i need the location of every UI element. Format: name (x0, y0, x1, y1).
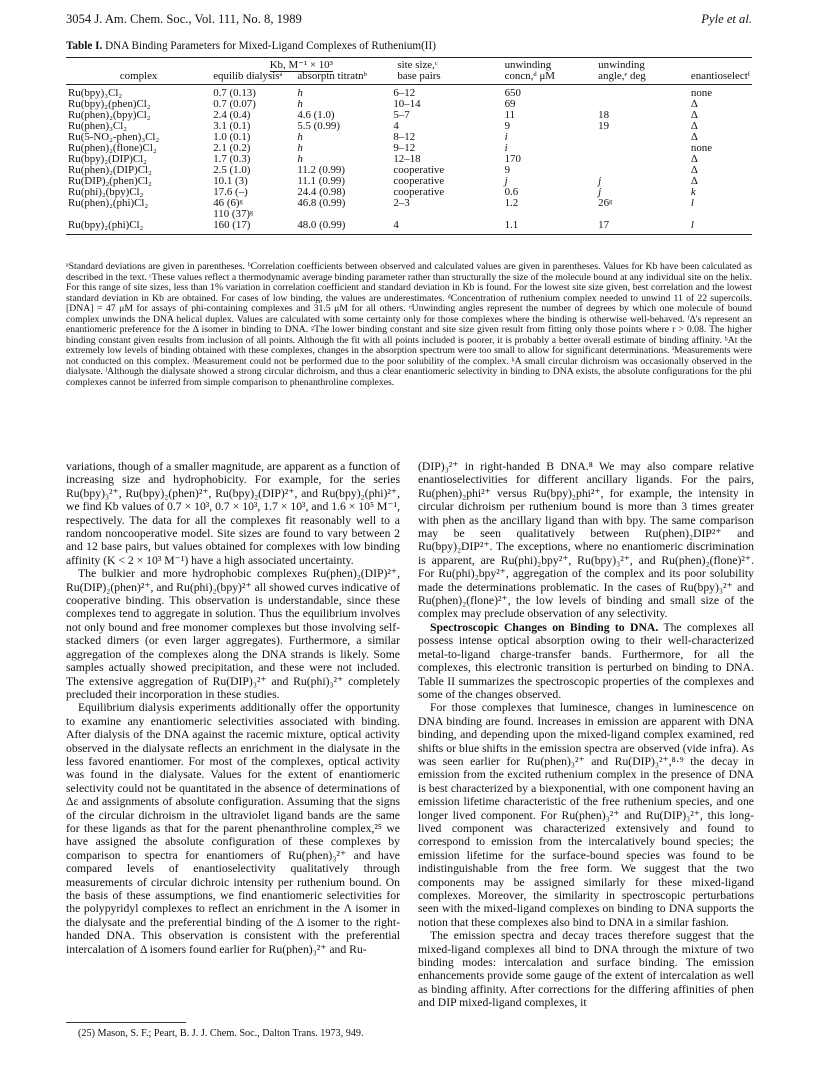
cell-equilib: 17.6 (–) (213, 186, 248, 198)
cell-angle: j (598, 175, 602, 187)
cell-conc: 9 (504, 164, 511, 176)
header-absorptn: absorptn titratnᵇ (295, 71, 391, 85)
cell-equilib: 2.5 (1.0) (213, 164, 251, 176)
cell-absorptn: h (297, 131, 303, 143)
binding-parameters-table (66, 57, 752, 235)
cell-site (391, 209, 484, 220)
table-row (66, 85, 752, 100)
cell-equilib: 0.7 (0.07) (213, 98, 256, 110)
left-paragraph-3: Equilibrium dialysis experiments additionally offer the opportunity to examine any enantiomeric selectivities associated with binding. After dialysis of the DNA against the racemic mixture, optical activity observed in the dialysate reflects an enrichment in the dialysate in the less favored enantiomer. For most of the complexes, optical activity was found in the dialysate. Values for the extent of enantiomeric selectivity could not be quantitated in the absence of determinations of Δε and assignments of absolute configuration. Assuming that the signs of the circular dichroism in the ultraviolet ligand bands are the same for these ligands as that for the parent phenanthroline complex,²⁵ we have assigned the absolute configuration of these complexes by comparison to spectra for enantiomers of Ru(phen)₃²⁺ and have compared levels of enantioselectivity qualitatively through measurements of circular dichroic intensity per ruthenium bound. On the basis of these assumptions, we find enantiomeric selectivities for the polypyridyl complexes to reflect an enrichment in the Λ isomer in the dialysate and the preferential binding of the Δ isomer to the right-handed DNA. This observation is consistent with the preferential intercalation of Δ isomers found earlier for Ru(phen)₃²⁺ and Ru- (66, 701, 400, 956)
cell-equilib: 2.1 (0.2) (213, 142, 251, 154)
cell-absorptn: 4.6 (1.0) (297, 109, 335, 121)
cell-conc: 1.2 (504, 197, 519, 209)
cell-angle (582, 154, 667, 165)
section-heading-spectroscopic: Spectroscopic Changes on Binding to DNA. (430, 620, 659, 634)
right-column (418, 460, 754, 1010)
cell-complex: Ru(phi)₂(bpy)Cl₂ (68, 186, 144, 198)
cell-angle: j (598, 186, 602, 198)
header-unw-conc-top: unwinding (485, 58, 583, 72)
running-header (66, 12, 752, 34)
cell-absorptn: 5.5 (0.99) (297, 120, 340, 132)
cell-equilib: 0.7 (0.13) (213, 87, 256, 99)
cell-complex: Ru(phen)₂(DIP)Cl₂ (68, 164, 152, 176)
cell-enantio (667, 209, 752, 220)
cell-enantio: k (690, 186, 696, 198)
right-paragraph-4: The emission spectra and decay traces therefore suggest that the mixed-ligand complexes all bind to DNA through the mixture of two binding modes: intercalation and surface binding. The emission enhancements provide some gauge of the extent of intercalation as well as binding affinity. After corrections for the differing affinities of phen and DIP mixed-ligand complexes, it (418, 929, 754, 1010)
cell-complex: Ru(DIP)₂(phen)Cl₂ (68, 175, 152, 187)
header-complex: complex (66, 71, 211, 85)
header-unw-conc-bot: concn,ᵈ μM (485, 71, 583, 85)
header-unw-angle-bot: angle,ᵉ deg (582, 71, 667, 85)
cell-equilib: 1.7 (0.3) (213, 153, 251, 165)
cell-absorptn: 11.2 (0.99) (297, 164, 346, 176)
cell-site: 9–12 (393, 142, 416, 154)
cell-enantio: Δ (690, 175, 698, 187)
cell-site: 6–12 (393, 87, 416, 99)
cell-absorptn: 24.4 (0.98) (297, 186, 346, 198)
cell-site: 8–12 (393, 131, 416, 143)
cell-site: 12–18 (393, 153, 421, 165)
cell-enantio: Δ (690, 153, 698, 165)
cell-complex: Ru(bpy)₂(phen)Cl₂ (68, 98, 151, 110)
right-paragraph-2-body: The complexes all possess intense optical absorption owing to their well-characterized metal-to-ligand charge-transfer bands. Furthermore, for all the complexes, this electronic transition is perturbed on binding to DNA. Table II summarizes the spectroscopic properties of the complexes and some of the changes observed. (418, 620, 755, 701)
cell-angle (582, 99, 667, 110)
journal-citation: 3054 J. Am. Chem. Soc., Vol. 111, No. 8, 1989 (66, 12, 302, 26)
cell-enantio: Δ (690, 120, 698, 132)
cell-enantio: none (690, 142, 713, 154)
cell-angle: 17 (582, 220, 667, 235)
cell-conc: 9 (504, 120, 511, 132)
cell-absorptn: h (297, 98, 303, 110)
cell-equilib: 10.1 (3) (213, 175, 248, 187)
cell-conc: i (504, 131, 508, 143)
header-unw-angle-top: unwinding (582, 58, 667, 72)
header-site-top: site size,ᶜ (391, 58, 484, 72)
cell-angle (582, 85, 667, 100)
cell-site: cooperative (393, 164, 445, 176)
reference-25: (25) Mason, S. F.; Peart, B. J. J. Chem. Soc., Dalton Trans. 1973, 949. (78, 1028, 364, 1039)
cell-conc: i (504, 142, 508, 154)
table-row (66, 209, 752, 220)
cell-site: 4 (393, 120, 399, 132)
cell-enantio: Δ (690, 109, 698, 121)
cell-equilib: 1.0 (0.1) (213, 131, 251, 143)
kb-header: Kb, M⁻¹ × 10³ (269, 59, 333, 71)
right-paragraph-1: (DIP)₃²⁺ in right-handed B DNA.⁸ We may also compare relative enantioselectivities for different ancillary ligands. For the pairs, Ru(phen)₂phi²⁺ versus Ru(bpy)₂phi²⁺, for example, the intensity in circular dichroism per ruthenium bound is more than 3 times greater with phen as the ancillary ligand than with bpy. The same comparison may be seen qualitatively between Ru(phen)₂DIP²⁺ and Ru(bpy)₂DIP²⁺. The exceptions, where no enantiomeric discrimination is apparent, are Ru(phi)₂bpy²⁺, Ru(bpy)₃²⁺, and Ru(phen)₂(flone)²⁺. For Ru(phi)₂bpy²⁺, aggregation of the complex and its poor solubility made the determinations problematic. In the cases of Ru(bpy)₃²⁺ and Ru(phen)₂(flone)²⁺, the low levels of binding and small size of the complex may preclude observation of any selectivity. (418, 460, 754, 621)
cell-equilib: 3.1 (0.1) (213, 120, 251, 132)
cell-complex: Ru(phen)₃Cl₂ (68, 120, 128, 132)
right-paragraph-3: For those complexes that luminesce, changes in luminescence on DNA binding are found. Increases in emission are apparent with DNA binding, and depending upon the mixed-ligand complex examined, red shifts or blue shifts in the emission spectra are observed (vide infra). As was seen earlier for Ru(phen)₃²⁺ and Ru(DIP)₃²⁺,⁸·⁹ the decay in emission from the excited ruthenium complex in the presence of DNA is best characterized by a biexponential, with one component having an emission lifetime characteristic of the free ruthenium species, and one longer lived component. For Ru(phen)₃²⁺ and Ru(DIP)₃²⁺, this long-lived component was characterized extensively and found to correspond to emission from the intercalatively bound species; the emission lifetime for the surface-bound species was found to be indistinguishable from the free form. We suggest that the two components may be assigned similarly for these mixed-ligand complexes. Moreover, the similarity in spectroscopic perturbations seen with the mixed-ligand complexes on binding to DNA supports the notion that these complexes also bind to DNA in a similar fashion. (418, 701, 754, 929)
cell-angle (582, 209, 667, 220)
cell-conc: 170 (504, 153, 521, 165)
cell-complex: Ru(phen)₂(phi)Cl₂ (68, 197, 149, 209)
cell-equilib: 110 (37)ᵍ (213, 208, 254, 220)
cell-conc: j (504, 175, 508, 187)
header-site-bot: base pairs (391, 71, 484, 85)
cell-enantio: l (690, 197, 694, 209)
cell-site: 10–14 (393, 98, 421, 110)
cell-site: cooperative (393, 186, 445, 198)
cell-conc: 0.6 (504, 186, 519, 198)
table-row (66, 110, 752, 121)
table-caption-label: Table I. (66, 40, 103, 52)
cell-equilib: 2.4 (0.4) (213, 109, 251, 121)
cell-absorptn: h (297, 87, 303, 99)
cell-site: cooperative (393, 175, 445, 187)
cell-enantio: none (690, 87, 713, 99)
cell-conc: 1.1 (485, 220, 583, 235)
table-footnotes: ᵃStandard deviations are given in parentheses. ᵇCorrelation coefficients between observed and calculated values are given in parentheses. Values for Kb have been calculated as described in the text. ᶜThese values reflect a thermodynamic average binding parameter rather than structurally the size of the molecule bound at any individual site on the helix. For this range of site sizes, less than 1% variation in correlation coefficient and standard deviation in Kb is found. For the lowest site size given, best correlation and the lowest standard deviation in Kb are obtained. For cases of low binding, the values are underestimates. ᵈConcentration of ruthenium complex needed to unwind 11 of 22 supercoils. [DNA] = 47 μM for assays of phi-containing complexes and 31.5 μM for all others. ᵉUnwinding angles represent the number of degrees by which one molecule of bound complex unwinds the DNA helical duplex. Values are calculated with some certainty only for those complexes where the binding is otherwise well-behaved. ᶠΔ's represent an enantiomeric preference for the Δ isomer in binding to DNA. ᵍThe lower binding constant and site size given result from fitting only those points where r > 0.08. The higher binding constant given results from inclusion of all points. Although the fit with all points included is poorer, it is probably a better overall estimate of binding affinity. ʰAt the extremely low levels of binding obtained with these complexes, changes in the absorption spectrum were too small to allow for significant determinations. ⁱMeasurements were not conducted on this complex. ʲMeasurement could not be performed due to the poor solubility of the complex. ᵏA small circular dichroism was occasionally observed in the dialysate. ˡAlthough the dialysate showed a strong circular dichroism, and thus a clear enantiomeric selectivity in binding to DNA exists, the absolute configurations for the phi complexes cannot be inferred from simple comparison to phenanthroline complexes. (66, 261, 752, 388)
table-caption-text: DNA Binding Parameters for Mixed-Ligand Complexes of Ruthenium(II) (102, 40, 436, 52)
cell-enantio: l (667, 220, 752, 235)
cell-absorptn: h (297, 142, 303, 154)
table-caption (66, 40, 766, 52)
table-row (66, 220, 752, 235)
right-paragraph-2 (418, 621, 754, 701)
left-column (66, 460, 400, 956)
cell-angle (582, 132, 667, 143)
cell-angle (582, 143, 667, 154)
cell-enantio: Δ (690, 98, 698, 110)
cell-angle: 19 (598, 120, 610, 132)
footnote-rule (66, 1022, 186, 1023)
cell-site: 5–7 (393, 109, 410, 121)
cell-complex: Ru(bpy)₂(DIP)Cl₂ (68, 153, 147, 165)
cell-conc: 69 (504, 98, 516, 110)
cell-complex: Ru(phen)₂(flone)Cl₂ (68, 142, 157, 154)
cell-complex: Ru(bpy)₂(phi)Cl₂ (66, 220, 211, 235)
header-enantio: enantioselectᶠ (667, 71, 752, 85)
cell-site: 2–3 (393, 197, 410, 209)
left-paragraph-1: variations, though of a smaller magnitude, are apparent as a function of increasing size and hydrophobicity. For example, for the series Ru(bpy)₃²⁺, Ru(bpy)₂(phen)²⁺, Ru(bpy)₂(DIP)²⁺, and Ru(bpy)₂(phi)²⁺, we find Kb values of 0.7 × 10³, 0.7 × 10³, 1.7 × 10³, and 1.6 × 10⁵ M⁻¹, respectively. The data for all the complexes fit reasonably well to a random noncooperative model. Site sizes are found to vary between 2 and 12 base pairs, but values obtained for complexes with low binding affinity (K < 2 × 10³ M⁻¹) have a high associated uncertainty. (66, 460, 400, 567)
cell-equilib: 160 (17) (211, 220, 295, 235)
cell-absorptn: 46.8 (0.99) (297, 197, 346, 209)
cell-enantio: Δ (690, 131, 698, 143)
left-paragraph-2: The bulkier and more hydrophobic complexes Ru(phen)₂(DIP)²⁺, Ru(DIP)₂(phen)²⁺, and Ru(phi)₂(bpy)²⁺ all showed curves indicative of cooperative binding. This observation is understandable, since these complexes tend to aggregate in solution. Thus the equilibrium involves not only bound and free monomer complexes but those involving self-stacked dimers (or even larger aggregates). Furthermore, a similar aggregation of the complexes along the DNA strands is likely. Some samples actually showed precipitation, and these were not included. The extensive aggregation of Ru(DIP)₃²⁺ and Ru(phi)₃²⁺ completely precluded their incorporation in these studies. (66, 567, 400, 701)
cell-complex: Ru(phen)₂(bpy)Cl₂ (68, 109, 151, 121)
cell-angle: 26ᵍ (598, 197, 613, 209)
cell-angle (582, 165, 667, 176)
table-row (66, 198, 752, 209)
cell-absorptn: 48.0 (0.99) (295, 220, 391, 235)
cell-angle: 18 (598, 109, 610, 121)
cell-complex: Ru(bpy)₃Cl₂ (68, 87, 123, 99)
header-equilib: equilib dialysisᵃ (211, 71, 295, 85)
cell-conc: 11 (504, 109, 516, 121)
cell-absorptn: 11.1 (0.99) (297, 175, 346, 187)
cell-equilib: 46 (6)ᵍ (213, 197, 243, 209)
cell-site: 4 (391, 220, 484, 235)
cell-conc (485, 209, 583, 220)
cell-enantio: Δ (690, 164, 698, 176)
authors: Pyle et al. (701, 12, 752, 26)
cell-absorptn: h (297, 153, 303, 165)
cell-conc: 650 (504, 87, 521, 99)
cell-complex: Ru(5-NO₂-phen)₃Cl₂ (68, 131, 160, 143)
